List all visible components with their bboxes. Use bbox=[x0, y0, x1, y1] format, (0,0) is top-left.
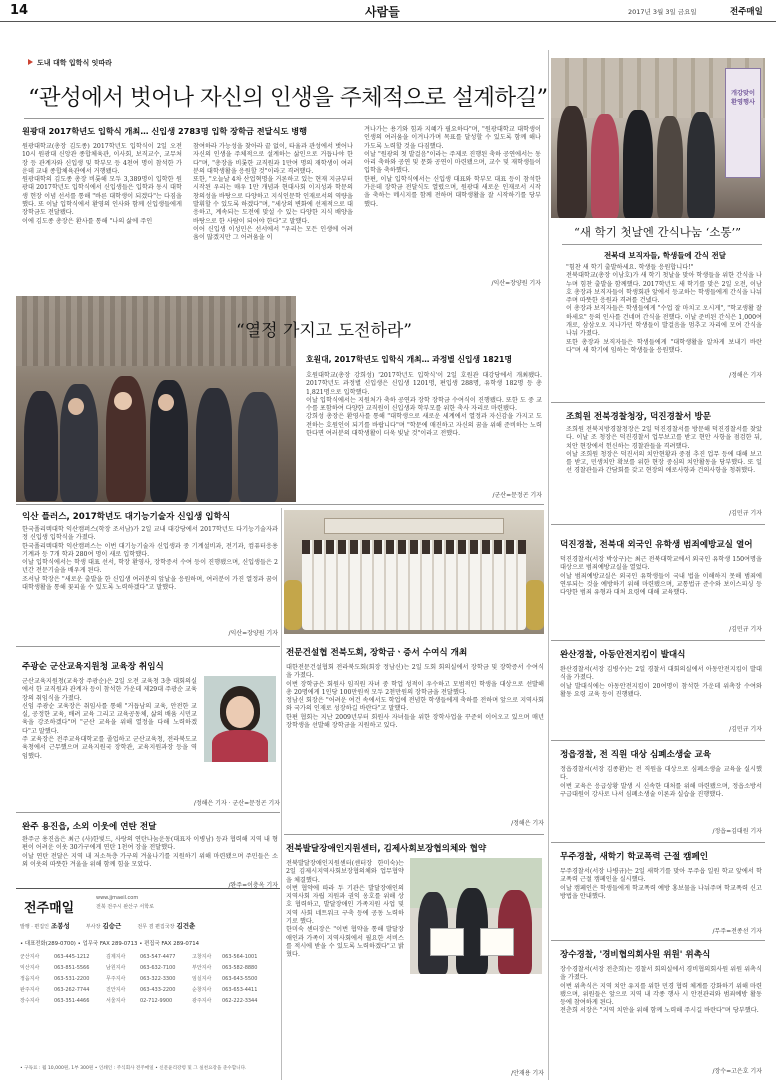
person-figure bbox=[687, 112, 715, 218]
ju-title: 주광순 군산교육지원청 교육장 취임식 bbox=[22, 662, 164, 672]
table-row: 완주지사 063-262-7744 진안지사 063-433-2200 순창지사 063-653-4411 bbox=[20, 987, 258, 993]
page-header bbox=[0, 0, 776, 22]
person-figure bbox=[24, 391, 58, 501]
left-divider-1 bbox=[16, 646, 280, 647]
flower-left bbox=[284, 580, 302, 630]
sidebar-byline: /정해은 기자 bbox=[729, 372, 762, 379]
page-number: 14 bbox=[10, 3, 29, 18]
muju-body: 무주경찰서(서장 나병규)는 2일 새학기를 맞아 무주읍 일원 학교 앞에서 학교폭력 근절 캠페인을 실시했다. 이날 캠페인은 학생들에게 학교폭력 예방 홍보물을 나눠주며 학교폭력 신고 방법을 안내했다. bbox=[560, 868, 762, 900]
jeongeup-byline: /정읍=김대원 기자 bbox=[712, 828, 762, 835]
wansan-title: 완산경찰, 아동안전지킴이 발대식 bbox=[560, 650, 686, 660]
section-title: 사람들 bbox=[365, 5, 400, 19]
table-row: 정읍지사 063-531-2200 무주지사 063-322-3300 임실지사 063-643-5500 bbox=[20, 976, 258, 982]
issue-date: 2017년 3월 3일 금요일 bbox=[628, 8, 697, 16]
face-highlight bbox=[114, 392, 132, 410]
photo-subhead: 호원대, 2017학년도 입학식 개최… 과정별 신입생 1821명 bbox=[306, 355, 513, 364]
right-divider-3 bbox=[551, 740, 765, 741]
kicker-text: 도내 대학 입학식 잇따라 bbox=[37, 59, 112, 67]
welcome-banner bbox=[725, 68, 761, 178]
wanju-body: 완주군 용진읍은 최근 (사)한빛드, 사랑의 연탄나눔운동(대표자 이병남) 등과 협력해 지역 내 형편이 어려운 이웃 30가구에게 연탄 1천여 장을 전달했다. 이날 연탄 전달은 지역 내 저소득층 가구의 겨울나기를 지원하기 위해 마련됐으며 주민들은 소외 이웃의 따뜻한 겨울을 위해 함께 힘을 모았다. bbox=[22, 836, 278, 868]
lead-headline: “관성에서 벗어나 자신의 인생을 주체적으로 설계하길” bbox=[28, 85, 548, 111]
right-divider-4 bbox=[551, 842, 765, 843]
jangsu-title: 장수경찰, '경비협의회사원 위원' 위촉식 bbox=[560, 950, 711, 960]
iksan-title: 익산 플러스, 2017학년도 대기능기술자 신입생 입학식 bbox=[22, 512, 231, 522]
jobo-body: 조희원 전북지방경찰청장은 2일 덕진경찰서를 방문해 덕진경찰서를 찾았다. 이날 조 청장은 덕진경찰서 업무보고를 받고 현안 사항을 점검한 뒤, 치안 현장에서 헌신하는 경찰관들을 격려했다. 이날 조희원 청장은 덕진서의 치안현황과 중점 추진 업무 등에 대해 보고를 받고, 민생치안 확보를 위한 현장 중심의 치안활동을 당부했다. 또 일선 경찰관들과 간담회를 갖고 현장의 애로사항과 건의사항을 청취했다. bbox=[566, 426, 762, 475]
masthead-bottom-note: • 구독료 : 월 10,000원, 1부 300원 • 인쇄인 : 주식회사 전주매일 • 신문윤리강령 및 그 실천요강을 준수합니다. bbox=[20, 1066, 247, 1071]
column-separator bbox=[548, 50, 549, 1080]
sidebar-subhead: 전북대 보직자들, 학생들에 간식 전달 bbox=[604, 251, 726, 260]
jeongeup-title: 정읍경찰, 전 직원 대상 심폐소생술 교육 bbox=[560, 750, 712, 760]
banner-text: 개강맞이 환영행사 bbox=[731, 90, 755, 106]
person-figure bbox=[557, 106, 587, 218]
left-divider-2 bbox=[16, 812, 280, 813]
dukjin-body: 덕진경찰서(서장 박상구)는 최근 전북대학교에서 외국인 유학생 150여명을 대상으로 범죄예방교실을 열었다. 이날 범죄예방교실은 외국인 유학생들이 국내 법을 이해하지 못해 범죄에 연루되는 것을 예방하기 위해 마련됐으며, 교통법규 준수와 보이스피싱 등 다양한 범죄 유형과 대처 요령에 대해 교육했다. bbox=[560, 556, 762, 597]
jangsu-body: 장수경찰서(서장 전춘희)는 경찰서 회의실에서 경비협의회사원 위원 위촉식을 가졌다. 이번 위촉식은 지역 치안 유지를 위한 민경 협력 체계를 강화하기 위해 마련됐으며, 위원들은 앞으로 지역 내 각종 행사 시 안전관리와 범죄예방 활동 등에 참여하게 된다. 전춘희 서장은 "지역 치안을 위해 함께 노력해 주시길 바란다"며 당부했다. bbox=[560, 966, 762, 1015]
sebal-body: 전북발달장애인지원센터(센터장 한미숙)는 2일 김제시지역사회보장협의체와 업무협약을 체결했다. 이번 협약에 따라 두 기관은 발달장애인의 지역사회 자립 지원과 권익 옹호를 위해 상호 협력하고, 발달장애인 가족지원 사업 및 지역 사회 네트워크 구축 등에 공동 노력하기로 했다. 한미숙 센터장은 "이번 협약을 통해 발달장애인과 가족이 지역사회에서 필요한 서비스를 적시에 받을 수 있도록 노력하겠다"고 밝혔다. bbox=[286, 860, 404, 959]
table-row: 군산지사 063-445-1212 김제지사 063-547-4477 고창지사 063-564-1001 bbox=[20, 954, 258, 960]
center-divider bbox=[284, 834, 544, 835]
person-figure bbox=[238, 392, 278, 502]
lead-col-2: 참여하라 가능성을 찾아라 끝 없이, 타율과 관성에서 벗어나 자신의 인생을 주체적으로 설계하는 삶인으로 거듭나야 한다"며, "총장을 비롯한 교직원과 1만여 명의 재학생이 여러분의 대학생활을 응원할 것"이라고 격려했다. 또한, "오늘날 4차 산업혁명을 거론하고 있는 현재 지금부터 시작된 우리는 매우 1만 개념과 현대사회 이지성과 학문의 창의성을 바탕으로 다양하고 지식인문학 인재로서의 역량을 발휘할 수 있도록 하겠다"며, "세상의 변화에 선제적으로 대응하고, 계속되는 도전에 맞설 수 있는 다양한 지식 배양을 바탕으로 한 사람이 되어야 한다"고 말했다. 이어 신입생 이성민은 선서에서 "우리는 모든 인생에 어려움이 많겠지만 그 어려움을 이 bbox=[193, 143, 353, 242]
person-figure bbox=[657, 116, 683, 218]
sebal-body-cont bbox=[286, 984, 544, 1066]
dukjin-byline: /김민규 기자 bbox=[729, 626, 762, 633]
table-row: 익산지사 063-851-5566 남원지사 063-632-7100 부안지사 063-582-8880 bbox=[20, 965, 258, 971]
lead-rule bbox=[24, 118, 544, 119]
sidebar-headline: “새 학기 첫날엔 간식나눔 ‘소통’” bbox=[574, 225, 741, 239]
wansan-byline: /김민규 기자 bbox=[729, 726, 762, 733]
photo-byline: /군산=문정곤 기자 bbox=[492, 492, 542, 499]
academy-byline: /정해은 기자 bbox=[511, 820, 544, 827]
masthead-address: 전북 전주시 완산구 서학로 bbox=[96, 904, 154, 910]
face-highlight bbox=[68, 398, 84, 415]
phone-line: • 대표전화(289-0700) • 업무국 FAX 289-0713 • 편집국 FAX 289-0714 bbox=[20, 941, 200, 947]
table-row: 장수지사 063-351-4466 서울지사 02-712-9900 광주지사 062-222-3344 bbox=[20, 998, 258, 1004]
jangsu-byline: /장수=고은호 기자 bbox=[712, 1068, 762, 1075]
sidebar-rule bbox=[562, 244, 762, 245]
muju-title: 무주경찰, 새학기 학교폭력 근절 캠페인 bbox=[560, 852, 709, 862]
wansan-body: 완산경찰서(서장 김병수)는 2일 경찰서 대회의실에서 아동안전지킴이 발대식을 가졌다. 이날 발대식에는 아동안전지킴이 20여명이 참석한 가운데 위촉장 수여와 활동 요령 교육 등이 진행됐다. bbox=[560, 666, 762, 698]
editor-label: 부사장 bbox=[85, 924, 101, 930]
staff-row bbox=[20, 921, 276, 930]
sidebar-divider bbox=[551, 402, 765, 403]
wanju-title: 완주 용진읍, 소외 이웃에 연탄 전달 bbox=[22, 822, 157, 832]
main-divider bbox=[16, 504, 544, 505]
portrait-face bbox=[226, 696, 254, 728]
sebal-title: 전북발달장애인지원센터, 김제사회보장협의체와 협약 bbox=[286, 844, 487, 854]
photo-banner bbox=[324, 518, 504, 534]
academy-body: 대한전문건설협회 전라북도회(회장 정남신)는 2일 도회 회의실에서 장학금 및 장학증서 수여식을 가졌다. 이번 장학금은 회원사 임직원 자녀 중 학업 성적이 우수하고 모범적인 학생을 대상으로 선발해 총 20명에게 1인당 100만원씩 모두 2천만원의 장학금을 전달했다. 정남신 회장은 "어려운 여건 속에서도 학업에 전념한 학생들에게 축하를 전하며 앞으로 지역사회와 국가의 인재로 성장하길 바란다"고 말했다. 한편 협회는 지난 2009년부터 회원사 자녀들을 위한 장학사업을 꾸준히 이어오고 있으며 매년 장학생을 선발해 장학금을 지원하고 있다. bbox=[286, 664, 544, 730]
right-divider-2 bbox=[551, 640, 765, 641]
masthead bbox=[16, 888, 280, 1078]
face-highlight bbox=[158, 394, 174, 411]
masthead-logo: 전주매일 bbox=[24, 901, 75, 916]
photo-quote: “열정 가지고 도전하라” bbox=[236, 321, 412, 341]
person-figure bbox=[591, 114, 619, 218]
scholarship-group-photo bbox=[284, 510, 544, 634]
lead-subhead: 원광대 2017학년도 입학식 개최… 신입생 2783명 입학 장학금 전달식도 병행 bbox=[22, 126, 308, 136]
lead-col-3: 겨나가는 용기와 힘과 지혜가 필요하다"며, "원광대학교 대학생이 인생의 여러움을 이겨나가며 목표를 달성할 수 있도록 함께 해나가도록 노력할 것을 다짐했다. 이날 "원광의 첫 발걸음"이라는 주제로 진행된 축하 공연에서는 동아리 축하와 공연 및 문화 공연이 마련됐으며, 교수 및 재학생들이 입학을 축하했다. 한편, 이날 입학식에서는 신입생 대표와 학부모 대표 등이 참석한 가운데 장학금 전달식도 열렸으며, 원광대 새로운 인재로서 시작을 축하는 메시지를 함께 전하며 대학생활을 잘 시작하기를 당부했다. bbox=[364, 126, 541, 208]
flower-right bbox=[526, 580, 544, 630]
right-divider-5 bbox=[551, 940, 765, 941]
certificate bbox=[480, 928, 514, 956]
portrait-photo bbox=[204, 676, 276, 762]
agreement-photo bbox=[410, 858, 542, 974]
photo-body: 호원대학교(총장 강희성) '2017학년도 입학식'이 2일 호원관 대강당에서 개최됐다. 2017학년도 과정별 신입생은 신입생 1201명, 편입생 288명, 유학생 182명 등 총 1,821명으로 입학했다. 이날 입학식에서는 지원처가 축하 공연과 장학 장학금 수여식이 진행됐다. 또한 도 중 교수를 포함하여 다양한 교직원이 신입생과 학부모를 위한 축사 자리로 마련됐다. 강희성 총장은 환영사를 통해 "대학생으로 새로운 세계에서 열정과 자신감을 가지고 도전하는 호원인이 되기를 바랍니다"며 "학문에 매진하고 자신의 꿈을 위해 준비하는 노력한다면 여러분의 대학생활이 더욱 빛날 것"이라고 전했다. bbox=[306, 372, 542, 438]
jobo-title: 조희원 전북경찰청장, 덕진경찰서 방문 bbox=[566, 412, 712, 422]
academy-title: 전문건설협 전북도회, 장학금ㆍ증서 수여식 개최 bbox=[286, 648, 468, 658]
director-label: 전무 겸 편집국장 bbox=[137, 924, 175, 930]
students-photo bbox=[551, 58, 765, 218]
dukjin-title: 덕진경찰, 전북대 외국인 유학생 범죄예방교실 열어 bbox=[560, 540, 753, 550]
publisher-name: 조봉성 bbox=[51, 922, 70, 930]
branch-table bbox=[20, 953, 276, 1008]
students-heads bbox=[302, 540, 526, 554]
right-divider-1 bbox=[551, 524, 765, 525]
wanju-byline: /완주=이충옥 기자 bbox=[228, 882, 278, 889]
editor-name: 김승근 bbox=[102, 922, 122, 930]
muju-byline: /무주=전종선 기자 bbox=[712, 928, 762, 935]
person-figure bbox=[196, 388, 232, 502]
portrait-jacket bbox=[212, 730, 268, 762]
jobo-byline: /김민규 기자 bbox=[729, 510, 762, 517]
sidebar-body: "힘찬 새 학기 출발하세요. 학생들 응원합니다!" 전북대학교(총장 이남호)가 새 학기 첫날을 맞아 학생들을 위한 간식을 나누며 힘찬 출발을 함께했다. 2017학년도 새 학기를 맞은 2일 오전, 이남호 총장과 보직자들이 학생회관 앞에서 등교하는 학생들에게 간식을 나눠주며 따뜻한 응원과 격려를 건넸다. 이 총장과 보직자들은 학생들에게 "수업 잘 마치고 오시게", "학교생활 잘하세요" 등의 인사를 건네며 간식을 전했다. 이날 준비된 간식은 1,000여 개로, 삼삼오오 지나가던 학생들이 발걸음을 멈추고 자리에 모여 간식을 나눠 가졌다. 또한 총장과 보직자들은 학생들에게 "대학생활을 알차게 보내기 바란다"며 새 학기에 임하는 학생들을 응원했다. bbox=[566, 264, 762, 354]
lead-byline: /익산=장양원 기자 bbox=[491, 280, 541, 287]
person-figure bbox=[623, 110, 653, 218]
column-separator bbox=[281, 508, 282, 1080]
publisher-label: 발행 · 편집인 bbox=[20, 924, 49, 930]
sebal-byline: /안재용 기자 bbox=[511, 1070, 544, 1077]
certificate bbox=[430, 928, 464, 956]
iksan-byline: /익산=장양원 기자 bbox=[228, 630, 278, 637]
lead-col-1: 원광대학교(총장 김도종) 2017학년도 입학식이 2일 오전 10시 원광대 신앙관 종합체육관, 이사회, 보직교수, 교무처장 등 관계자와 신입생 및 학부모 등 4천여 명이 참석한 가운데 교내 종합체육관에서 거행됐다. 원광대학의 김도종 총장 비롯해 모두 3,389명이 입학한 원광대 2017학년도 입학식에서 신입생들은 입학과 동시 대학생 헌장 이념 선서를 통해 "바른 대학생이 되겠다"는 다짐을 했다. 또 이날 입학식에서 환영의 인사와 함께 신입생들에게 장학금도 전달됐다. 이에 김도종 총장은 환사를 통해 "나의 삶에 주인 bbox=[22, 143, 182, 225]
iksan-body: 한국폴리텍대학 익산캠퍼스(학장 조서남)가 2일 교내 대강당에서 2017학년도 다기능기술자과정 신입생 입학식을 가졌다. 한국폴리텍대학 익산캠퍼스는 이번 대기능기술자 신입생과 중 기계설비과, 전기과, 컴퓨터응용기계과 등 7개 학과 280여 명이 새로 입학했다. 이날 입학식에서는 학생 대표 선서, 학장 환영사, 장학증서 수여 등이 진행됐으며, 신입생들은 2년간 전문기술을 배우게 된다. 조서남 학장은 "새로운 출발을 한 신입생 여러분의 앞날을 응원하며, 여러분이 가진 열정과 꿈이 대학생활을 통해 꽃피울 수 있도록 노력하겠다"고 말했다. bbox=[22, 526, 278, 592]
ju-body: 군산교육지원청(교육장 주광순)은 2일 오전 교육청 3층 대회의실에서 한 교직원과 관계자 등이 참석한 가운데 제29대 주광순 교육장의 취임식을 가졌다. 신임 주광순 교육장은 취임사를 통해 "거듭남의 교육, 안전한 교실, 공정한 교육, 배려 교육 그리고 교육공동체, 삶의 배움 시민교육을 강조하겠다"며 "군산 교육을 위해 열정을 다해 노력하겠다"고 말했다. 주 교육장은 전주교육대학교를 졸업하고 군산교육청, 전라북도교육청에서 근무했으며 교육지원국 장학관, 교육지원과장 등을 역임했다. bbox=[22, 678, 198, 760]
newspaper-name: 전주매일 bbox=[730, 7, 763, 17]
triangle-bullet-icon bbox=[28, 59, 33, 65]
lead-kicker bbox=[28, 58, 112, 68]
director-name: 김건춘 bbox=[176, 922, 196, 930]
ju-byline: /정해은 기자 · 군산=문정곤 기자 bbox=[193, 800, 280, 807]
masthead-url: www.jjmaeil.com bbox=[96, 895, 139, 901]
jeongeup-body: 정읍경찰서(서장 김종환)는 전 직원을 대상으로 심폐소생술 교육을 실시했다. 이번 교육은 응급상황 발생 시 신속한 대처를 위해 마련됐으며, 정읍소방서 구급대원이 강사로 나서 심폐소생술 이론과 실습을 진행했다. bbox=[560, 766, 762, 798]
